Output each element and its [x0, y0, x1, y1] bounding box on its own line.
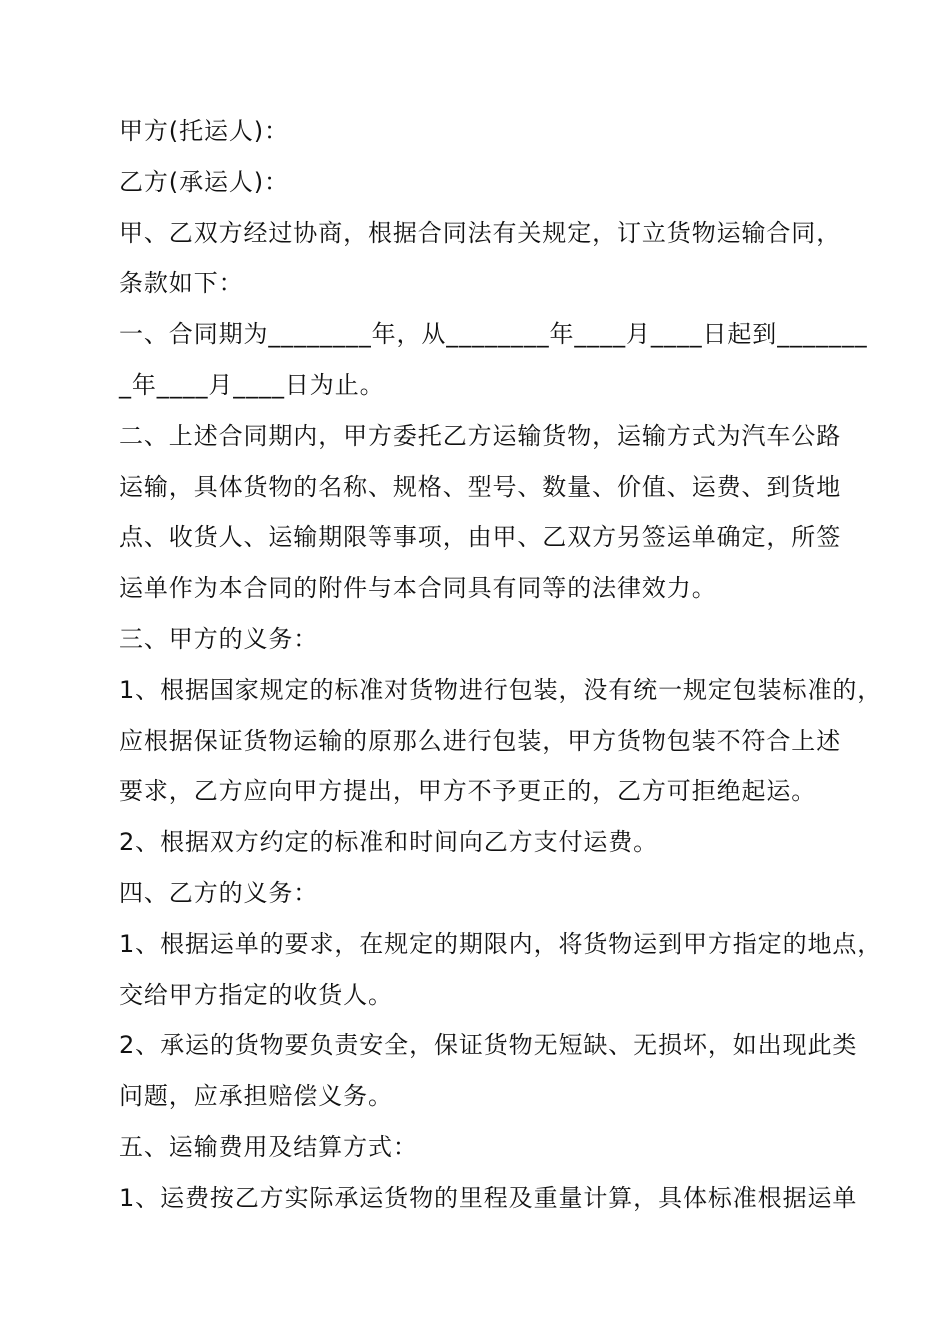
section-heading: 三、甲方的义务：: [119, 624, 319, 653]
clause-3-1-line: 要求，乙方应向甲方提出，甲方不予更正的，乙方可拒绝起运。: [119, 777, 817, 806]
contract-body: [119, 106, 883, 1224]
preamble-line: 甲、乙双方经过协商，根据合同法有关规定，订立货物运输合同，: [119, 218, 842, 247]
party-a-line: 甲方(托运人)：: [119, 117, 289, 145]
clause-4-2-line: 问题，应承担赔偿义务。: [119, 1082, 393, 1111]
clause-2-line: 二、上述合同期内，甲方委托乙方运输货物，运输方式为汽车公路: [119, 421, 842, 450]
clause-3-1-line: 应根据保证货物运输的原那么进行包装，甲方货物包装不符合上述: [119, 726, 842, 755]
clause-3-1-line: 1、根据国家规定的标准对货物进行包装，没有统一规定包装标准的，: [119, 675, 883, 704]
section-heading: 四、乙方的义务：: [119, 878, 319, 907]
clause-2-line: 运输，具体货物的名称、规格、型号、数量、价值、运费、到货地: [119, 472, 842, 501]
clause-5-1-line: 1、运费按乙方实际承运货物的里程及重量计算，具体标准根据运单: [119, 1183, 858, 1212]
clause-4-1-line: 1、根据运单的要求，在规定的期限内，将货物运到甲方指定的地点，: [119, 929, 883, 958]
clause-4-2-line: 2、承运的货物要负责安全，保证货物无短缺、无损坏，如出现此类: [119, 1031, 858, 1060]
preamble-line: 条款如下：: [119, 269, 244, 298]
clause-1-line: _年____月____日为止。: [119, 370, 385, 399]
clause-4-1-line: 交给甲方指定的收货人。: [119, 980, 393, 1009]
clause-2-line: 运单作为本合同的附件与本合同具有同等的法律效力。: [119, 574, 717, 603]
clause-2-line: 点、收货人、运输期限等事项，由甲、乙双方另签运单确定，所签: [119, 523, 842, 552]
section-heading: 五、运输费用及结算方式：: [119, 1132, 418, 1161]
clause-1-line: 一、合同期为________年，从________年____月____日起到_______: [119, 320, 868, 349]
clause-3-2-line: 2、根据双方约定的标准和时间向乙方支付运费。: [119, 828, 659, 857]
party-b-line: 乙方(承运人)：: [119, 167, 289, 196]
